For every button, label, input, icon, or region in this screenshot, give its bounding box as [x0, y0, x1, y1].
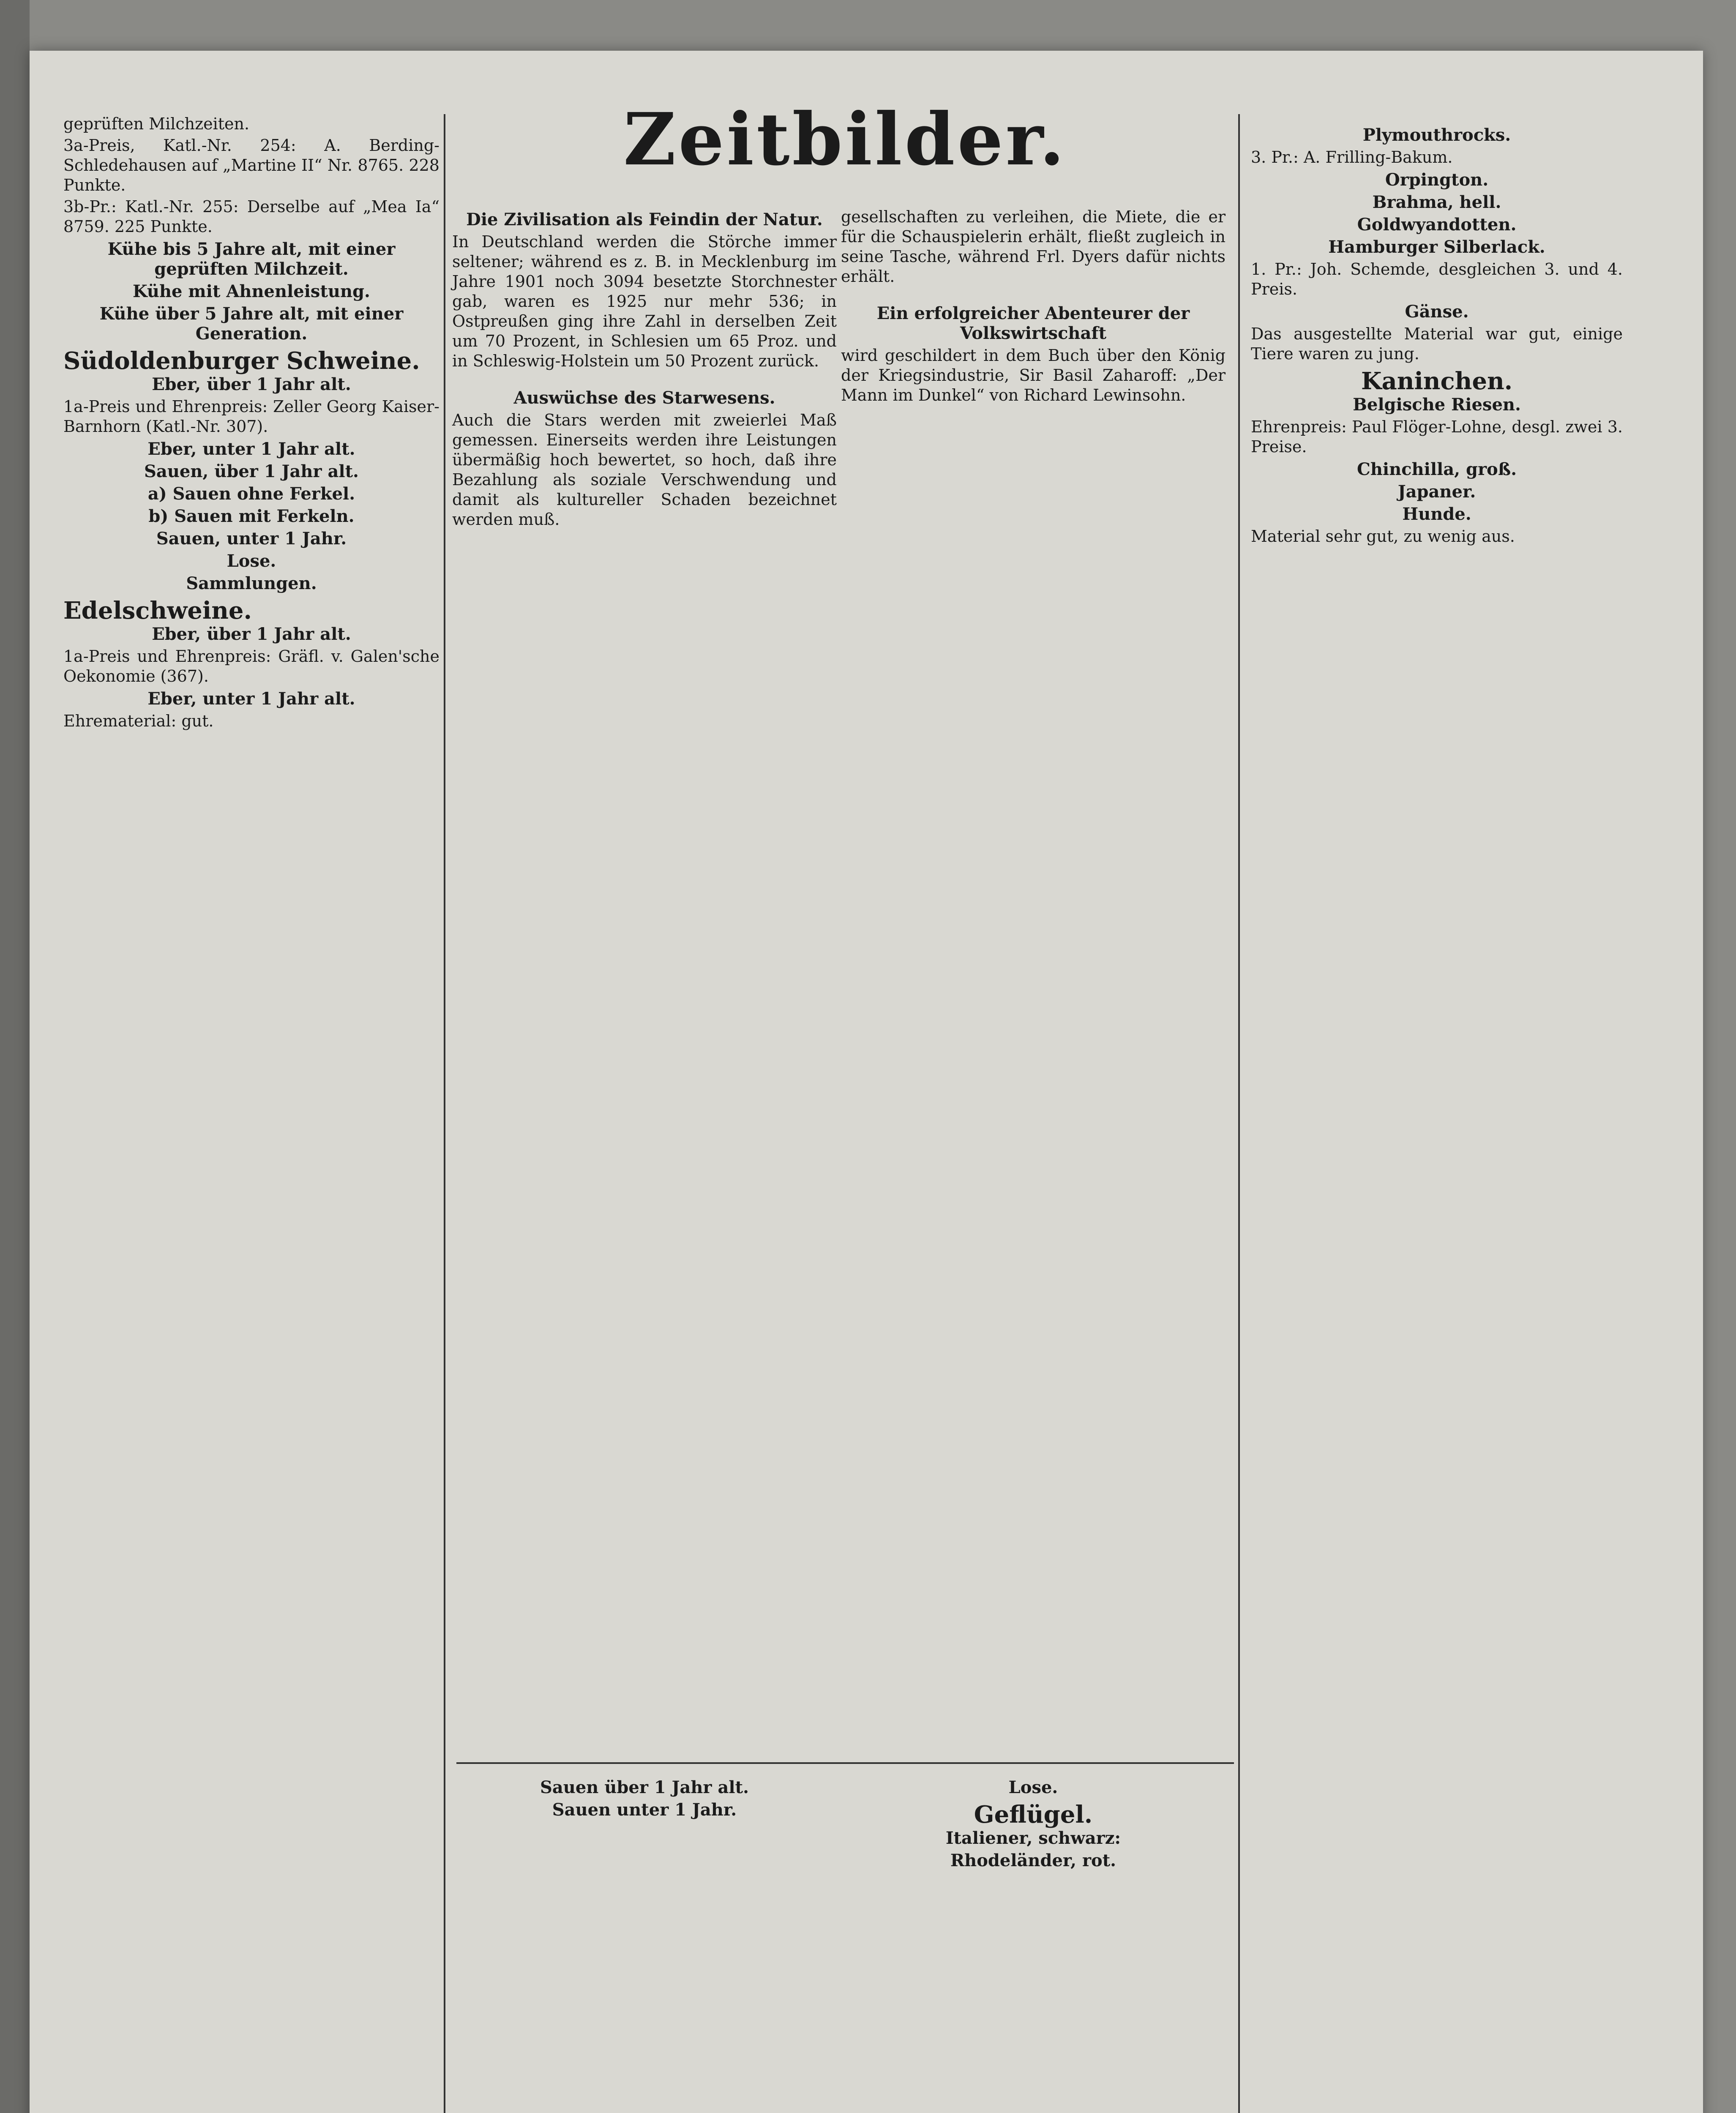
subheading: Brahma, hell. [1372, 192, 1501, 212]
text-line: 1a-Preis und Ehrenpreis: Zeller Georg Kaiser-Barnhorn (Katl.-Nr. 307). [63, 397, 439, 436]
column-3 [841, 207, 1226, 407]
subheading: Sauen, über 1 Jahr alt. [144, 461, 359, 481]
subheading: Belgische Riesen. [1353, 395, 1521, 415]
subheading: Sauen unter 1 Jahr. [552, 1800, 737, 1820]
section-heading: Edelschweine. [63, 597, 252, 625]
section-heading: Südoldenburger Schweine. [63, 347, 420, 375]
subheading: Eber, unter 1 Jahr alt. [147, 689, 355, 709]
subheading: Lose. [1008, 1777, 1058, 1797]
subheading: Hunde. [1402, 504, 1471, 524]
left-page-edge [0, 0, 30, 2113]
bottom-right-list [841, 1775, 1226, 1873]
article-paragraph: wird geschildert in dem Buch über den König der Kriegsindustrie, Sir Basil Zaharoff: „Der Mann im Dunkel“ von Richard Lewinsohn. [841, 346, 1226, 404]
text-line: 3a-Preis, Katl.-Nr. 254: A. Berding-Schledehausen auf „Martine II“ Nr. 8765. 228 Punkte. [63, 136, 439, 194]
article-heading: Die Zivilisation als Feindin der Natur. [466, 210, 823, 229]
subheading: Lose. [227, 551, 276, 571]
section-rule [456, 1762, 1234, 1764]
subheading: a) Sauen ohne Ferkel. [147, 484, 355, 504]
text-line: 3. Pr.: A. Frilling-Bakum. [1251, 148, 1453, 167]
subheading: Sammlungen. [186, 573, 317, 593]
subheading: Sauen über 1 Jahr alt. [540, 1777, 749, 1797]
subheading: b) Sauen mit Ferkeln. [148, 506, 355, 526]
subheading: Chinchilla, groß. [1357, 459, 1517, 479]
text-line: 1. Pr.: Joh. Schemde, desgleichen 3. und 4. Preis. [1251, 260, 1623, 298]
subheading: Gänse. [1405, 302, 1469, 322]
subheading: Rhodeländer, rot. [950, 1851, 1116, 1870]
subheading: Orpington. [1385, 170, 1489, 190]
column-rule [1238, 114, 1240, 2113]
subheading: Kühe über 5 Jahre alt, mit einer Generation. [99, 304, 404, 344]
column-1 [63, 114, 439, 733]
text-line: 3b-Pr.: Katl.-Nr. 255: Derselbe auf „Mea Ia“ 8759. 225 Punkte. [63, 197, 439, 236]
column-4 [1251, 123, 1623, 548]
page-title: Zeitbilder. [623, 97, 1067, 182]
article-paragraph: gesellschaften zu verleihen, die Miete, die er für die Schauspielerin erhält, fließt zugleich in seine Tasche, während Frl. Dyers dafür nichts erhält. [841, 207, 1226, 286]
subheading: Eber, unter 1 Jahr alt. [147, 439, 355, 459]
subheading: Kühe bis 5 Jahre alt, mit einer geprüften Milchzeit. [107, 239, 396, 279]
subheading: Italiener, schwarz: [945, 1828, 1121, 1848]
article-paragraph: In Deutschland werden die Störche immer seltener; während es z. B. in Mecklenburg im Jahre 1901 noch 3094 besetzte Storchnester gab, waren es 1925 nur mehr 536; in Ostpreußen ging ihre Zahl in derselben Zeit um 70 Prozent, in Schlesien um 65 Proz. und in Schleswig-Holstein um 50 Prozent zurück. [452, 232, 837, 370]
bottom-left-list [452, 1775, 837, 1822]
text-line: Das ausgestellte Material war gut, einige Tiere waren zu jung. [1251, 325, 1623, 363]
subheading: Plymouthrocks. [1362, 125, 1511, 145]
subheading: Japaner. [1398, 482, 1476, 502]
column-rule [444, 114, 445, 2113]
text-line: 1a-Preis und Ehrenpreis: Gräfl. v. Galen'sche Oekonomie (367). [63, 647, 439, 685]
column-2 [452, 207, 837, 531]
subheading: Goldwyandotten. [1357, 215, 1517, 235]
article-heading: Auswüchse des Starwesens. [513, 388, 775, 408]
article-paragraph: Auch die Stars werden mit zweierlei Maß gemessen. Einerseits werden ihre Leistungen übermäßig hoch bewertet, so hoch, daß ihre Bezahlung als soziale Verschwendung und damit als kultureller Schaden bezeichnet werden muß. [452, 411, 837, 529]
text-line: geprüften Milchzeiten. [63, 115, 250, 133]
subheading: Eber, über 1 Jahr alt. [152, 374, 351, 394]
subheading: Hamburger Silberlack. [1328, 237, 1545, 257]
section-heading: Kaninchen. [1361, 367, 1513, 395]
text-line: Ehrenpreis: Paul Flöger-Lohne, desgl. zwei 3. Preise. [1251, 418, 1623, 456]
text-line: Material sehr gut, zu wenig aus. [1251, 527, 1515, 546]
section-heading: Geflügel. [974, 1801, 1093, 1829]
subheading: Kühe mit Ahnenleistung. [133, 281, 370, 301]
subheading: Eber, über 1 Jahr alt. [152, 624, 351, 644]
text-line: Ehrematerial: gut. [63, 712, 214, 730]
article-heading: Ein erfolgreicher Abenteurer der Volkswirtschaft [876, 303, 1190, 343]
subheading: Sauen, unter 1 Jahr. [156, 529, 347, 549]
